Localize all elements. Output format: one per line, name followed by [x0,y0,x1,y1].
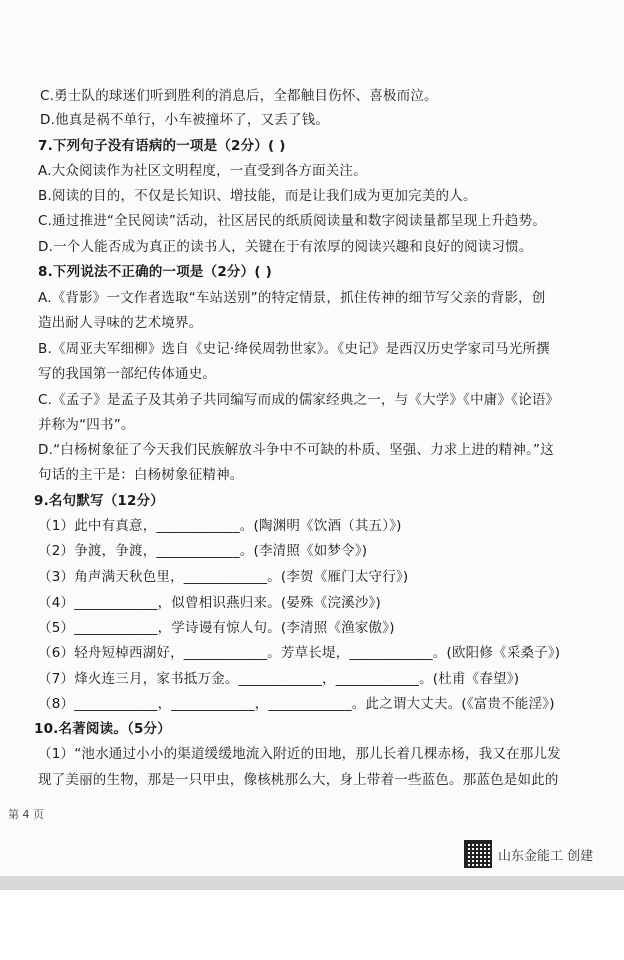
blank-area [0,890,624,960]
recitation-2: （2）争渡，争渡，____________。(李清照《如梦令》) [38,543,368,559]
page-number: 第 4 页 [8,808,44,821]
option-8a-line1: A.《背影》一文作者选取“车站送别”的特定情景，抓住传神的细节写父亲的背影，创 [38,290,546,306]
option-8c-line2: 并称为“四书”。 [38,417,135,433]
option-7b: B.阅读的目的，不仅是长知识、增技能，而是让我们成为更加完美的人。 [38,188,477,204]
recitation-8: （8）____________，____________，____________。此之谓大丈夫。(《富贵不能淫》) [38,696,555,712]
option-7a: A.大众阅读作为社区文明程度，一直受到各方面关注。 [38,163,367,179]
option-8a-line2: 造出耐人寻味的艺术境界。 [38,315,203,331]
option-8d-line1: D.“白杨树象征了今天我们民族解放斗争中不可缺的朴质、坚强、力求上进的精神。”这 [38,442,554,458]
option-8c-line1: C.《孟子》是孟子及其弟子共同编写而成的儒家经典之一，与《大学》《中庸》《论语》 [38,392,560,408]
question-10: 10.名著阅读。（5分） [34,721,171,737]
recitation-6: （6）轻舟短棹西湖好，____________。芳草长堤，____________。(欧阳修《采桑子》) [38,645,561,661]
recitation-1: （1）此中有真意，____________。(陶渊明《饮酒（其五）》) [38,518,402,534]
option-8b-line1: B.《周亚夫军细柳》选自《史记·绛侯周勃世家》。《史记》是西汉历史学家司马光所撰 [38,341,550,357]
recitation-3: （3）角声满天秋色里，____________。(李贺《雁门太守行》) [38,569,409,585]
passage-line1: （1）“池水通过小小的渠道缓缓地流入附近的田地，那儿长着几棵赤杨，我又在那儿发 [38,746,561,762]
qr-code-icon [464,840,492,868]
watermark [464,840,593,868]
option-7c: C.通过推进“全民阅读”活动，社区居民的纸质阅读量和数字阅读量都呈现上升趋势。 [38,213,547,229]
passage-line2: 现了美丽的生物，那是一只甲虫，像核桃那么大，身上带着一些蓝色。那蓝色是如此的 [38,772,559,788]
recitation-5: （5）____________，学诗谩有惊人句。(李清照《渔家傲》) [38,620,395,636]
question-9: 9.名句默写（12分） [34,493,165,509]
option-8d-line2: 句话的主干是：白杨树象征精神。 [38,467,244,483]
option-6d: D.他真是祸不单行，小车被撞坏了，又丢了钱。 [40,112,330,128]
page-separator [0,876,624,890]
recitation-7: （7）烽火连三月，家书抵万金。____________，____________。(杜甫《春望》) [38,671,520,687]
option-6c: C.勇士队的球迷们听到胜利的消息后，全都触目伤怀、喜极而泣。 [40,88,438,104]
question-8: 8.下列说法不正确的一项是（2分）( ) [38,264,272,280]
option-7d: D.一个人能否成为真正的读书人，关键在于有浓厚的阅读兴趣和良好的阅读习惯。 [38,239,533,255]
brand-text: 山东金能工 创建 [498,848,594,864]
option-8b-line2: 写的我国第一部纪传体通史。 [38,366,217,382]
recitation-4: （4）____________，似曾相识燕归来。(晏殊《浣溪沙》) [38,595,381,611]
question-7: 7.下列句子没有语病的一项是（2分）( ) [38,138,286,154]
